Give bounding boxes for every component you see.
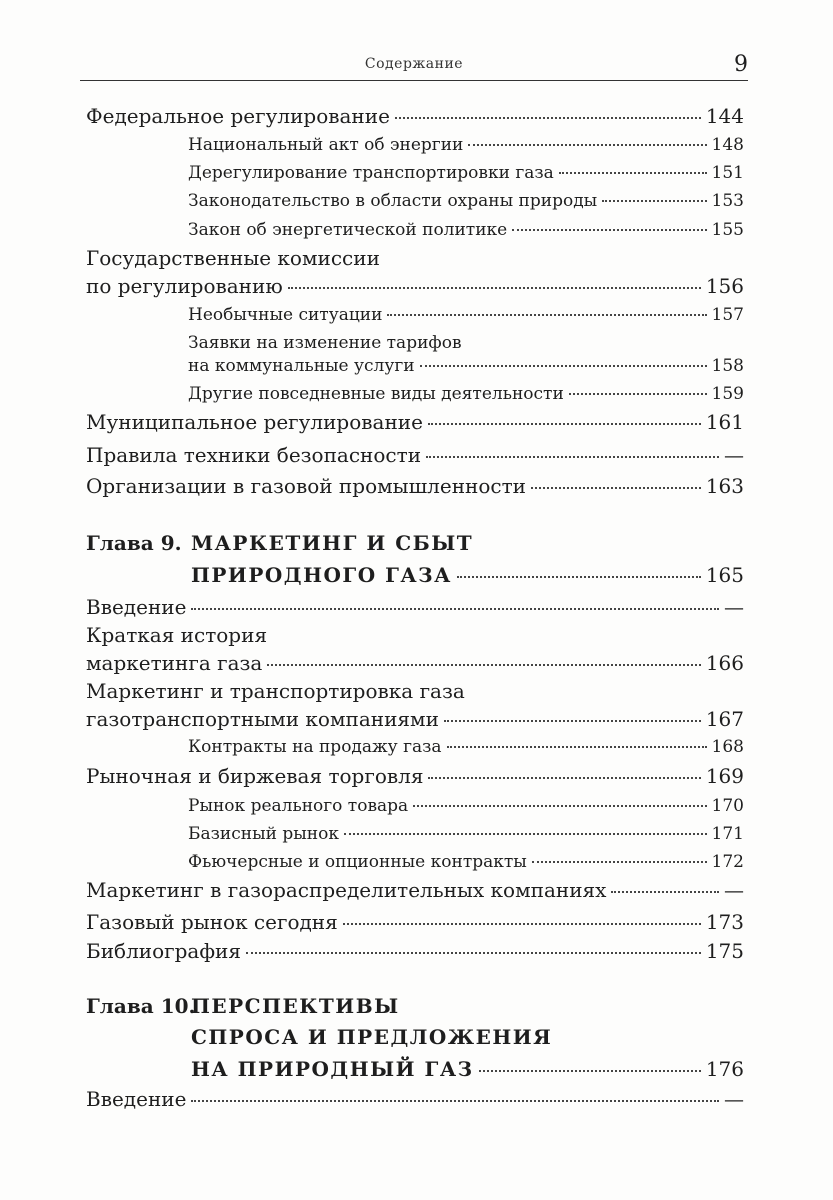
toc-entry[interactable]: Организации в газовой промышленности 163 — [86, 474, 744, 498]
leader-dots — [246, 952, 701, 954]
leader-dots — [479, 1070, 701, 1072]
toc-subentry[interactable]: Национальный акт об энергии 148 — [188, 135, 744, 155]
chapter-9-title-line1: МАРКЕТИНГ И СБЫТ — [191, 531, 474, 555]
leader-dots — [602, 200, 706, 202]
leader-dots — [343, 923, 701, 925]
leader-dots — [531, 487, 701, 489]
chapter-9-title-line2: ПРИРОДНОГО ГАЗА — [191, 563, 452, 587]
leader-dots — [426, 456, 719, 458]
leader-dots — [413, 805, 706, 807]
chapter-9-label: Глава 9. — [86, 531, 182, 555]
toc-subentry[interactable]: Фьючерсные и опционные контракты 172 — [188, 852, 744, 872]
page-number: 9 — [734, 52, 748, 77]
toc-entry[interactable]: Библиография 175 — [86, 939, 744, 963]
toc-subentry[interactable]: Необычные ситуации 157 — [188, 305, 744, 325]
toc-subentry[interactable]: Закон об энергетической политике 155 — [188, 220, 744, 240]
toc-subentry[interactable]: Законодательство в области охраны природы 153 — [188, 191, 744, 211]
leader-dots — [569, 393, 707, 395]
toc-entry[interactable]: Введение — — [86, 595, 744, 619]
leader-dots — [395, 117, 701, 119]
leader-dots — [191, 608, 719, 610]
chapter-10-title-line3: НА ПРИРОДНЫЙ ГАЗ — [191, 1057, 474, 1081]
leader-dots — [611, 891, 719, 893]
leader-dots — [387, 314, 706, 316]
leader-dots — [428, 777, 700, 779]
chapter-10-label: Глава 10. — [86, 994, 196, 1018]
leader-dots — [444, 720, 701, 722]
toc-subentry[interactable]: Базисный рынок 171 — [188, 824, 744, 844]
toc-subentry-line1: Заявки на изменение тарифов — [188, 333, 462, 353]
chapter-10-title-line2: СПРОСА И ПРЕДЛОЖЕНИЯ — [191, 1025, 553, 1049]
toc-entry[interactable]: Газовый рынок сегодня 173 — [86, 910, 744, 934]
leader-dots — [532, 861, 707, 863]
leader-dots — [559, 172, 707, 174]
page-header — [80, 50, 748, 80]
toc-entry[interactable]: Рыночная и биржевая торговля 169 — [86, 764, 744, 788]
leader-dots — [420, 365, 707, 367]
toc-entry[interactable]: Муниципальное регулирование 161 — [86, 410, 744, 434]
toc-subentry[interactable]: Другие повседневные виды деятельности 159 — [188, 384, 744, 404]
toc-entry[interactable]: Маркетинг в газораспределительных компаниях — — [86, 878, 744, 902]
leader-dots — [344, 833, 707, 835]
toc-subentry[interactable]: Дерегулирование транспортировки газа 151 — [188, 163, 744, 183]
toc-entry[interactable]: Правила техники безопасности — — [86, 443, 744, 467]
toc-entry[interactable]: по регулированию 156 — [86, 274, 744, 298]
toc-entry-line1: Краткая история — [86, 623, 268, 647]
header-rule — [80, 80, 748, 81]
toc-subentry[interactable]: на коммунальные услуги 158 — [188, 356, 744, 376]
running-title: Содержание — [364, 56, 464, 72]
leader-dots — [457, 576, 701, 578]
toc-entry[interactable]: газотранспортными компаниями 167 — [86, 707, 744, 731]
toc-entry-line1: Государственные комиссии — [86, 246, 380, 270]
leader-dots — [428, 423, 701, 425]
leader-dots — [512, 229, 706, 231]
toc-entry[interactable]: Федеральное регулирование 144 — [86, 104, 744, 128]
toc-entry-line1: Маркетинг и транспортировка газа — [86, 679, 465, 703]
toc-subentry[interactable]: Контракты на продажу газа 168 — [188, 737, 744, 757]
chapter-9-entry[interactable] — [191, 560, 744, 590]
leader-dots — [288, 287, 701, 289]
toc-entry[interactable]: Введение — — [86, 1087, 744, 1111]
chapter-10-page: 176 — [705, 1057, 744, 1081]
chapter-10-entry[interactable] — [191, 1054, 744, 1084]
chapter-9-page: 165 — [705, 563, 744, 587]
chapter-10-title-line1: ПЕРСПЕКТИВЫ — [191, 994, 400, 1018]
leader-dots — [447, 746, 707, 748]
leader-dots — [267, 664, 700, 666]
leader-dots — [191, 1100, 719, 1102]
leader-dots — [468, 144, 706, 146]
toc-subentry[interactable]: Рынок реального товара 170 — [188, 796, 744, 816]
toc-entry[interactable]: маркетинга газа 166 — [86, 651, 744, 675]
